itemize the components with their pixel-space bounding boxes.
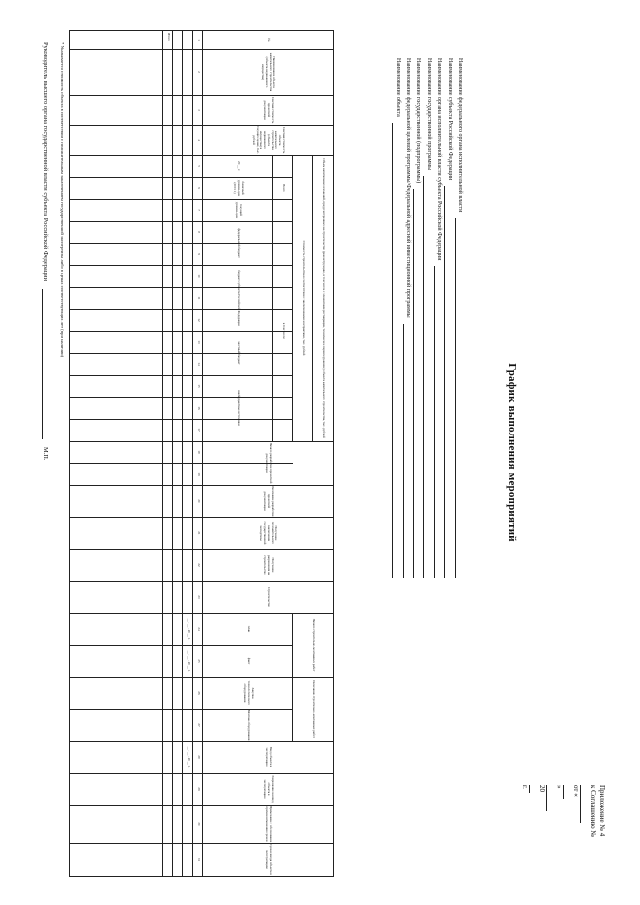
col-number: 15 [196, 384, 201, 388]
date-month-blank[interactable] [546, 785, 554, 811]
col-number: 30 [196, 822, 201, 826]
date-day-blank[interactable] [563, 785, 571, 799]
signature-label: Руководитель высшего органа государственной власти субъекта Российской Федерации [42, 42, 49, 282]
date-prefix: от « [572, 785, 580, 797]
field-input[interactable] [455, 218, 463, 578]
field-input[interactable] [403, 324, 411, 578]
field-row [392, 58, 402, 578]
field-row [423, 58, 433, 578]
col-number: 24 [196, 627, 201, 631]
field-label: Наименование органа исполнительной власти субъекта Российской Федерации [436, 58, 443, 261]
page-title: График выполнения мероприятий [506, 363, 518, 542]
header-extra: внебюджетные источники [236, 390, 241, 426]
col-number: 5 [196, 165, 201, 167]
field-label: Наименование государственной программы [425, 58, 432, 171]
date-suffix: г. [521, 785, 529, 789]
appendix-label: к Соглашению № [589, 785, 597, 838]
col-number: 10 [196, 274, 201, 278]
header-eq-purchase: Закупка технологического оборудования [243, 680, 255, 706]
table-row-border [162, 31, 163, 876]
field-row [403, 58, 413, 578]
header-design-cost: Сметная стоимость проектной документации [263, 96, 275, 124]
field-label: Наименование федеральной целевой программы/Федеральной адресной инвестиционной программы [404, 58, 411, 318]
header-base-price: базисный уровень цен (2001 г.) [233, 179, 245, 197]
signature-block [42, 42, 50, 461]
col-number: 9 [196, 253, 201, 255]
table-row-border [172, 31, 173, 876]
col-number: 16 [196, 406, 201, 410]
col-number: 21 [196, 531, 201, 535]
header-regional: бюджет субъекта Российской Федерации [236, 270, 241, 326]
header-permit: Получение разрешения на строительство [263, 555, 275, 575]
col-number: 17 [196, 428, 201, 432]
header-no: № [266, 38, 271, 42]
col-number: 26 [196, 691, 201, 695]
appendix-note [520, 785, 606, 837]
col-number: 19 [196, 472, 201, 476]
header-design-end: Окончание разработки проектной документации [263, 485, 275, 517]
col-number: 31 [196, 857, 201, 862]
col-number: 11 [196, 296, 201, 300]
field-input[interactable] [444, 186, 452, 578]
header-start-work: Начало строительно-монтажных работ [311, 618, 316, 672]
col-number: 1 [196, 39, 201, 41]
header-permit-date: Разрешение на ввод объекта в эксплуатацию [263, 775, 275, 803]
identification-fields [392, 58, 465, 578]
header-last: Сроки ввода объекта в эксплуатацию [265, 844, 273, 875]
header-commission: Ввод объекта в эксплуатацию [265, 746, 273, 768]
date-stub[interactable]: __ . __ . 20 __ г. [186, 618, 191, 640]
col-number: 3 [196, 109, 201, 111]
header-including: в том числе: [281, 322, 286, 340]
header-object: Наименование объекта капитального строительства (объекта недвижимого имущества) [261, 52, 277, 92]
field-label: Наименование федерального органа исполнительной власти [457, 58, 463, 213]
col-number: 28 [196, 755, 201, 759]
date-stub[interactable]: __ . __ . 20 __ г. [186, 650, 191, 672]
col-number: 20 [196, 499, 201, 503]
field-label: Наименование субъекта Российской Федерации [446, 58, 453, 181]
col-number: 25 [196, 659, 201, 663]
field-input[interactable] [413, 189, 421, 578]
header-construction: Строительство [266, 586, 271, 608]
stamp-place: М.П. [42, 447, 49, 461]
header-design-start: Начало разработки проектной документации [265, 442, 273, 484]
date-mid: » [555, 785, 563, 789]
header-plan: план [246, 625, 251, 633]
col-number: 6 [196, 187, 201, 189]
col-number: 14 [196, 362, 201, 366]
header-cost-estimate: Сметная стоимость объекта капитального строительства (объекта недвижимого имущества) в текущих ценах, тыс. рублей [252, 126, 286, 154]
col-number: 18 [196, 450, 201, 454]
col-number: 2 [196, 71, 201, 73]
header-notes: Примечание / обоснование причин изменения сроков [265, 805, 273, 843]
date-year-blank[interactable] [529, 785, 537, 793]
field-input[interactable] [423, 176, 431, 578]
agreement-number-blank[interactable] [580, 785, 588, 823]
col-number: 23 [196, 595, 201, 599]
field-row [434, 58, 444, 578]
field-input[interactable] [392, 123, 400, 578]
field-row [413, 58, 423, 578]
field-label: Наименование государственной (подпрограммы) [415, 58, 422, 184]
schedule-table [69, 30, 334, 877]
header-year: 20 __ г. [236, 161, 241, 171]
col-number: 29 [196, 787, 201, 791]
date-stub[interactable]: __ . __ . 20 __ г. [186, 746, 191, 768]
header-exam: Получение положительного заключения государственной экспертизы [259, 521, 279, 545]
header-contract-cost: Стоимость строительства в соответствии с заключенными контрактами, тыс. рублей [301, 240, 306, 356]
field-input[interactable] [434, 266, 442, 578]
header-federal: федеральный бюджет [236, 228, 241, 258]
header-local: местный бюджет [236, 341, 241, 365]
field-row [444, 58, 454, 578]
header-current-price: текущий уровень цен [235, 201, 243, 219]
col-number: 8 [196, 231, 201, 233]
col-number: 12 [196, 318, 201, 322]
col-number: 4 [196, 139, 201, 141]
header-end-work: Окончание строительно-монтажных работ [311, 680, 316, 738]
field-row [455, 58, 465, 578]
header-total: Всего [281, 184, 286, 192]
col-number: 22 [196, 563, 201, 567]
footnote: * Указывается стоимость объекта в соответствии с положительным заключением государственной экспертизы либо в ценах соответствующих лет (при наличии) [60, 42, 65, 358]
col-number: 13 [196, 340, 201, 344]
date-year: 20 [538, 785, 546, 792]
signature-line[interactable] [42, 289, 50, 439]
header-eq-install: Монтаж оборудования [246, 709, 251, 741]
header-fact: факт [246, 657, 251, 665]
col-number: 27 [196, 723, 201, 727]
field-label: Наименование объекта [394, 58, 401, 117]
header-capex-volume: Объем капитальных вложений, предусмотренных на строительство (реконструкцию, в том числе с элементами реставрации, техническое перевооружение) объекта капитального строительства, тыс. рублей [321, 158, 326, 438]
appendix-number: Приложение № 4 [598, 785, 606, 837]
col-number: 7 [196, 209, 201, 211]
row-total-label: Итого [166, 33, 171, 42]
